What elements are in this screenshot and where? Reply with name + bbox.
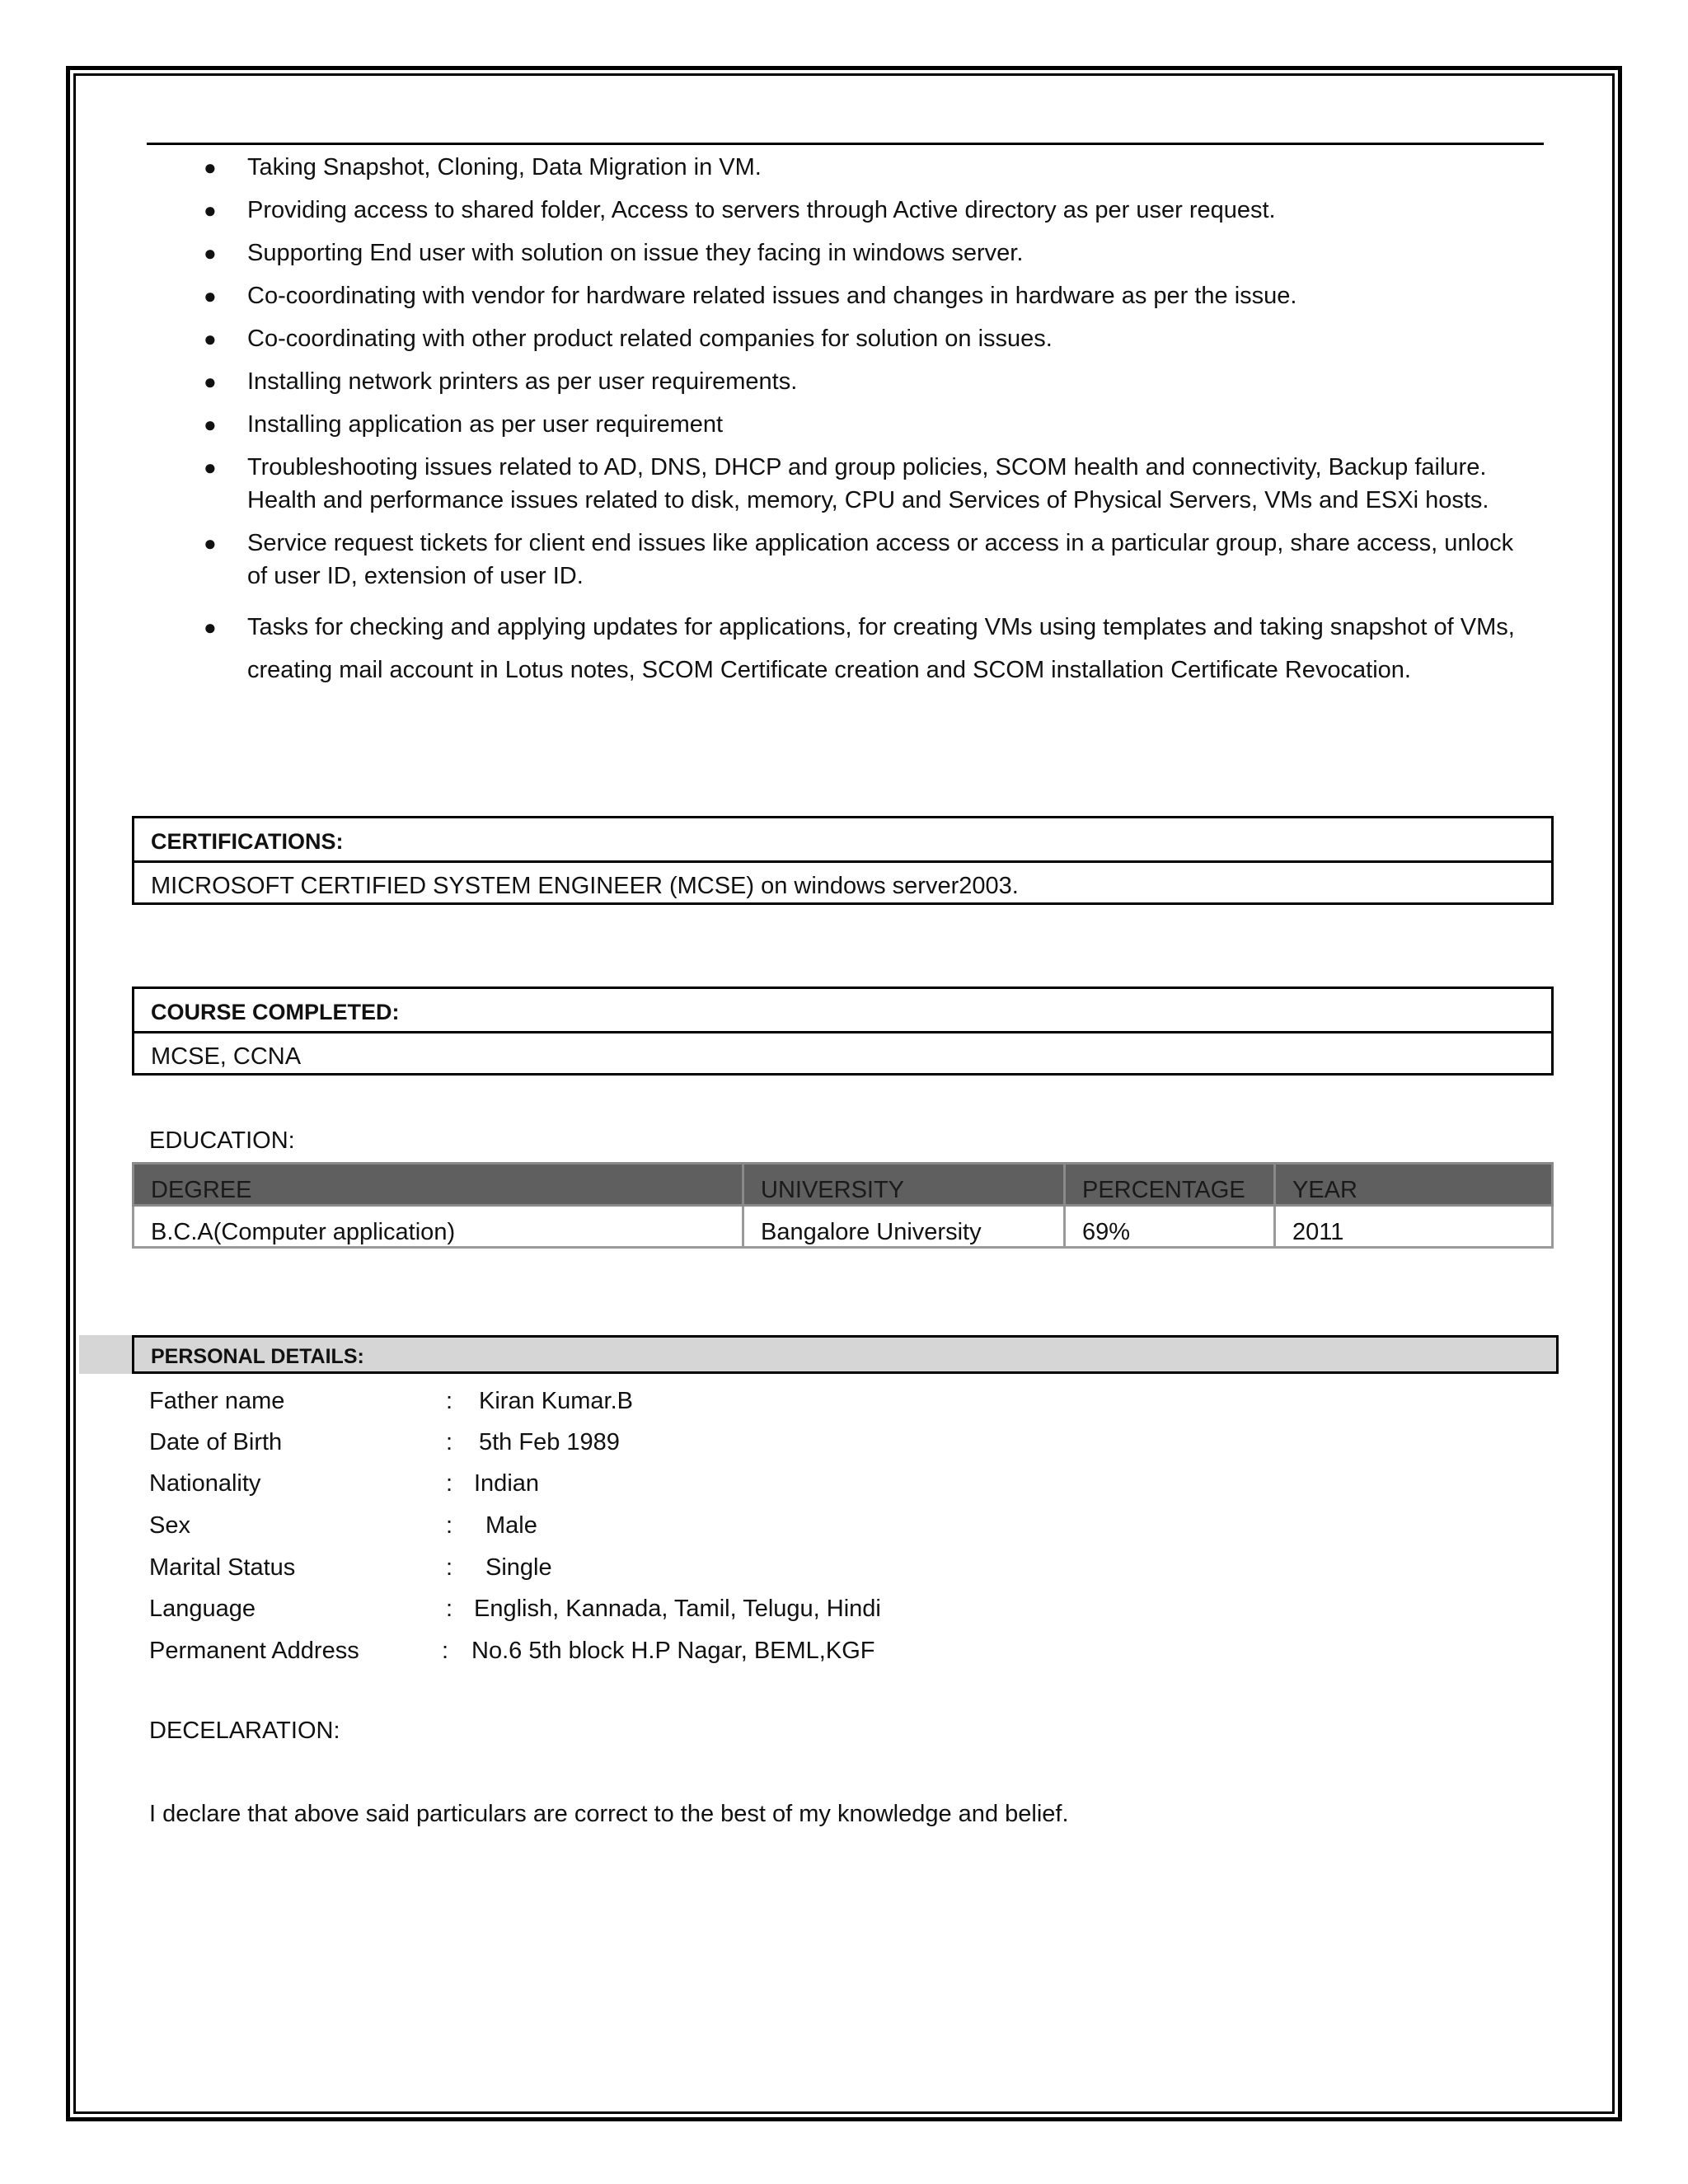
bullet-icon: ● (204, 284, 217, 308)
bullet-icon: ● (204, 155, 217, 180)
table-cell: 69% (1065, 1206, 1275, 1248)
education-heading: EDUCATION: (149, 1127, 295, 1154)
table-cell: 2011 (1275, 1206, 1553, 1248)
list-item: ● Co-coordinating with other product related companies for solution on issues. (247, 322, 1599, 355)
list-item: ● Taking Snapshot, Cloning, Data Migration in VM. (247, 151, 1599, 184)
bullet-icon: ● (204, 531, 217, 555)
table-cell: B.C.A(Computer application) (134, 1206, 743, 1248)
personal-details-heading: PERSONAL DETAILS: (132, 1335, 1559, 1374)
column-header: YEAR (1275, 1164, 1553, 1206)
list-item: ● Tasks for checking and applying updates for applications, for creating VMs using templates and taking snapshot of VMs, creating mail account in Lotus notes, SCOM Certificate creation and SCOM installation Certificate Revocation. (247, 606, 1599, 691)
list-item: ● Co-coordinating with vendor for hardware related issues and changes in hardware as per the issue. (247, 279, 1599, 312)
list-item: ● Installing application as per user requirement (247, 408, 1599, 441)
bullet-icon: ● (204, 198, 217, 223)
list-item: ● Installing network printers as per user requirements. (247, 365, 1599, 398)
top-rule (147, 143, 1544, 145)
column-header: UNIVERSITY (743, 1164, 1065, 1206)
certifications-box (132, 816, 1554, 905)
bullet-icon: ● (204, 326, 217, 351)
bullet-icon: ● (204, 455, 217, 480)
table-cell: Bangalore University (743, 1206, 1065, 1248)
bullet-icon: ● (204, 615, 217, 640)
bullet-icon: ● (204, 241, 217, 265)
course-text: MCSE, CCNA (134, 1031, 1551, 1073)
course-heading: COURSE COMPLETED: (151, 1000, 400, 1024)
table-row (134, 1206, 1553, 1248)
course-box (132, 987, 1554, 1076)
column-header: DEGREE (134, 1164, 743, 1206)
table-header-row (134, 1164, 1553, 1206)
declaration-heading: DECELARATION: (149, 1718, 340, 1744)
column-header: PERCENTAGE (1065, 1164, 1275, 1206)
declaration-text: I declare that above said particulars are correct to the best of my knowledge and belief. (149, 1801, 1069, 1827)
list-item: ● Providing access to shared folder, Access to servers through Active directory as per user request. (247, 194, 1599, 227)
certifications-text: MICROSOFT CERTIFIED SYSTEM ENGINEER (MCSE) on windows server2003. (134, 860, 1551, 902)
responsibilities-list (204, 151, 1599, 701)
bullet-icon: ● (204, 412, 217, 437)
bullet-icon: ● (204, 369, 217, 394)
education-table (132, 1162, 1554, 1249)
list-item: ● Troubleshooting issues related to AD, DNS, DHCP and group policies, SCOM health and connectivity, Backup failure. Health and performance issues related to disk, memory, CPU and Services of Physical Servers, VMs and ESXi hosts. (247, 451, 1533, 517)
certifications-heading: CERTIFICATIONS: (151, 829, 344, 854)
list-item: ● Supporting End user with solution on issue they facing in windows server. (247, 237, 1599, 269)
list-item: ● Service request tickets for client end issues like application access or access in a particular group, share access, unlock of user ID, extension of user ID. (247, 527, 1533, 593)
